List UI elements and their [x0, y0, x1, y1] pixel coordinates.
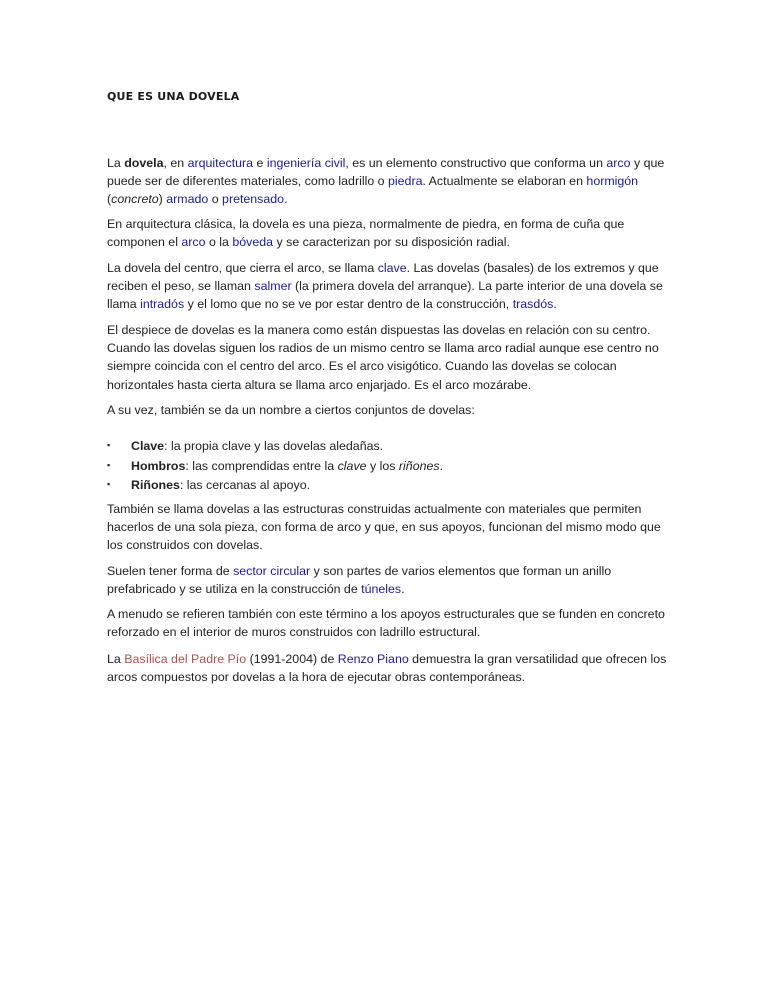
list-term: Riñones: [131, 478, 180, 492]
link-trasdos[interactable]: trasdós: [512, 297, 554, 312]
page-title: QUE ES UNA DOVELA: [107, 90, 240, 103]
link-arco[interactable]: arco: [181, 235, 206, 250]
dovela-sets-list: [107, 437, 672, 496]
paragraph-list-intro: A su vez, también se da un nombre a ciertos conjuntos de dovelas:: [107, 403, 475, 417]
text: .: [553, 297, 557, 312]
link-intrados[interactable]: intradós: [140, 297, 185, 312]
italic-term: concreto: [111, 192, 159, 207]
link-clave[interactable]: clave: [377, 261, 407, 275]
link-arco[interactable]: arco: [606, 156, 631, 170]
text: y son partes de varios elementos que forman un anillo prefabricado y se utiliza en la construcción de: [107, 564, 612, 597]
text: y que puede ser de diferentes materiales, como ladrillo o: [107, 156, 665, 189]
link-renzo-piano[interactable]: Renzo Piano: [337, 652, 409, 666]
text: .: [401, 582, 405, 597]
text: ): [158, 192, 167, 207]
text: Suelen tener forma de: [107, 564, 234, 578]
text: o: [208, 192, 223, 207]
paragraph-supports: A menudo se refieren también con este término a los apoyos estructurales que se funden en concreto reforzado en el interior de muros construidos con ladrillo estructural.: [107, 607, 665, 640]
link-basilica-padre-pio[interactable]: Basílica del Padre Pío: [124, 652, 247, 666]
text: La: [107, 652, 125, 666]
link-tuneles[interactable]: túneles: [361, 582, 402, 597]
link-salmer[interactable]: salmer: [254, 279, 292, 294]
list-term: Clave: [131, 439, 165, 453]
bullet-icon: ▪: [107, 479, 111, 489]
list-item: [107, 476, 672, 496]
list-text: : las comprendidas entre la: [185, 458, 338, 473]
link-ingenieria-civil[interactable]: ingeniería civil: [266, 156, 346, 170]
text: En arquitectura clásica, la dovela es una pieza, normalmente de piedra, en forma de cuña que componen el: [107, 217, 625, 250]
link-hormigon[interactable]: hormigón: [586, 174, 639, 189]
paragraph-definition: [107, 154, 672, 209]
text: .: [284, 192, 288, 207]
link-pretensado[interactable]: pretensado: [222, 192, 285, 207]
text: . Las dovelas (basales) de los extremos y que reciben el peso, se llaman: [107, 261, 659, 294]
list-term: Hombros: [131, 458, 186, 473]
paragraph-center-dovela: [107, 259, 672, 314]
link-armado[interactable]: armado: [166, 192, 209, 207]
paragraph-modern-dovelas: También se llama dovelas a las estructuras construidas actualmente con materiales que permiten hacerlos de una sola pieza, con forma de arco y que, en sus apoyos, funcionan del mismo modo que los construidos con dovelas.: [107, 502, 661, 553]
text: . Actualmente se elaboran en: [422, 174, 587, 189]
italic-term: clave: [337, 458, 367, 473]
link-piedra[interactable]: piedra: [388, 174, 423, 189]
link-arquitectura[interactable]: arquitectura: [187, 156, 254, 170]
list-text: : la propia clave y las dovelas aledañas.: [164, 439, 384, 453]
bold-term: dovela: [124, 156, 164, 170]
list-item: [107, 437, 672, 457]
text: La dovela del centro, que cierra el arco, se llama: [107, 261, 378, 275]
text: y el lomo que no se ve por estar dentro de la construcción,: [184, 297, 513, 312]
text: , en: [163, 156, 188, 170]
paragraph-sector-circular: [107, 562, 672, 598]
paragraph-classical: [107, 215, 672, 251]
list-item: [107, 457, 672, 477]
list-text: y los: [366, 458, 399, 473]
link-sector-circular[interactable]: sector circular: [233, 564, 311, 578]
text: , es un elemento constructivo que conforma un: [345, 156, 607, 170]
text: y se caracterizan por su disposición radial.: [273, 235, 510, 250]
bullet-icon: ▪: [107, 459, 111, 470]
text: o la: [205, 235, 233, 250]
text: e: [253, 156, 267, 170]
paragraph-despiece: El despiece de dovelas es la manera como están dispuestas las dovelas en relación con su centro. Cuando las dovelas siguen los radios de un mismo centro se llama arco radial aunque ese centro no siempre coincida con el centro del arco. Es el arco visigótico. Cuando las dovelas se colocan horizontales hasta cierta altura se llama arco enjarjado. Es el arco mozárabe.: [107, 323, 659, 392]
text: (: [107, 192, 112, 207]
paragraph-basilica: [107, 650, 672, 686]
italic-term: riñones: [398, 458, 440, 473]
bullet-icon: ▪: [107, 440, 111, 450]
list-text: .: [439, 458, 444, 473]
text: (la primera dovela del arranque). La parte interior de una dovela se llama: [107, 279, 663, 312]
link-boveda[interactable]: bóveda: [232, 235, 274, 250]
text: La: [107, 156, 125, 170]
text: (1991-2004) de: [246, 652, 338, 666]
text: demuestra la gran versatilidad que ofrecen los arcos compuestos por dovelas a la hora de ejecutar obras contemporáneas.: [107, 652, 667, 685]
list-text: : las cercanas al apoyo.: [179, 478, 311, 492]
